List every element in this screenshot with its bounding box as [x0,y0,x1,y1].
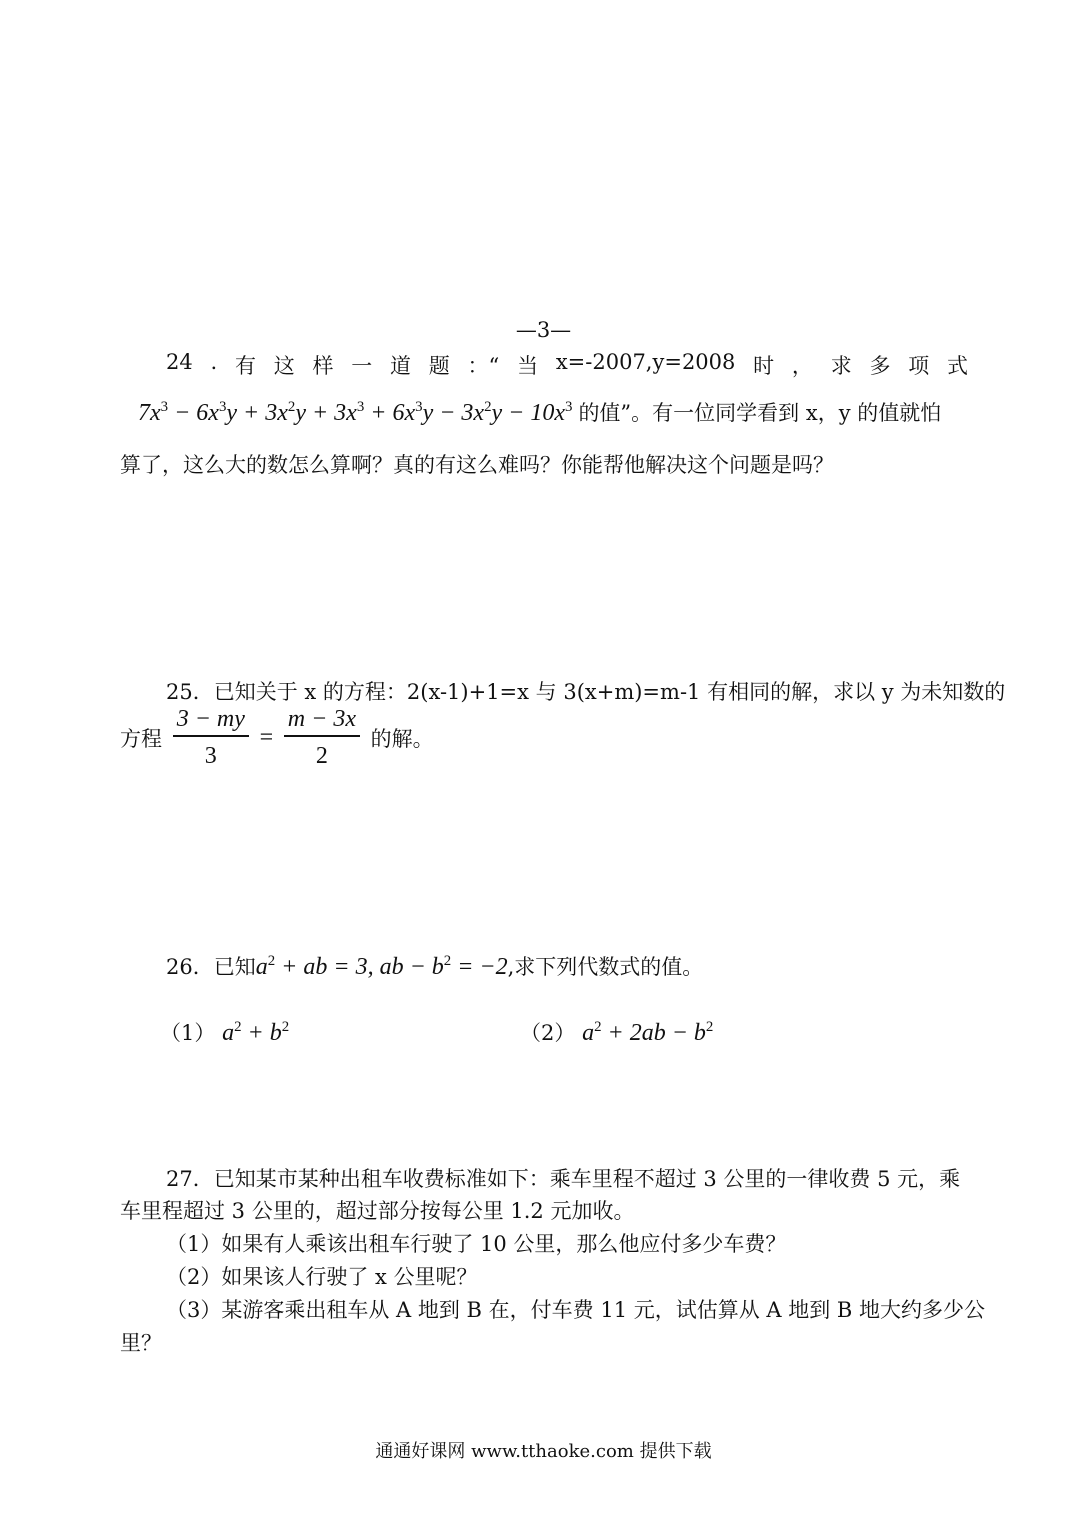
q24-line1-token: 项 [908,354,930,378]
q25-equation-line [120,706,434,770]
q24-line3: 算了，这么大的数怎么算啊？真的有这么难吗？你能帮他解决这个问题是吗？ [120,453,834,477]
q25-equals: = [259,724,274,751]
q25-fraction-left-numerator: 3 − my [173,706,249,737]
q25-prefix: 方程 [120,727,162,751]
q27-sub1: （1）如果有人乘该出租车行驶了 10 公里，那么他应付多少车费？ [166,1232,787,1256]
q24-line1-token: 求 [830,354,852,378]
q26-suffix: ,求下列代数式的值。 [507,955,704,979]
page-number: —3— [515,318,572,342]
q26-part1 [160,1017,289,1047]
q24-line1-token: ：“ [467,354,500,378]
q26-line [166,951,703,981]
q27-sub3-cont: 里？ [120,1331,162,1355]
q25-suffix: 的解。 [370,727,434,751]
footer-credit: 通通好课网 www.tthaoke.com 提供下载 [375,1441,712,1462]
q26-conditions: $a^2$ + ab = 3, ab − $b^2 = -2$ [255,952,508,980]
q24-polynomial-line [138,397,941,427]
q24-line1 [166,350,968,380]
q24-line1-token: 式 [946,354,968,378]
q24-line1-token: 题 [428,354,450,378]
q24-line1-token: 这 [273,354,295,378]
q24-line1-token: ， [791,354,813,378]
q24-line1-token: . [210,350,218,374]
q24-line1-token: 当 [517,354,539,378]
q26-part2 [520,1017,713,1047]
q27-line2: 车里程超过 3 公里的，超过部分按每公里 1.2 元加收。 [120,1199,635,1223]
q26-part1-expression: $a^2 + b^2$ [222,1018,290,1046]
q25-fraction-left-denominator: 3 [204,743,217,769]
q25-fraction-right-denominator: 2 [315,743,328,769]
q25-fraction-right-numerator: m − 3x [284,706,360,737]
q24-line1-token: 样 [312,354,334,378]
q24-polynomial: $7x^3 - 6x^3y + 3x^2y + 3x^3 + 6x^3y - 3x^2y - 10x^3$ [138,398,573,426]
q24-line1-token: 道 [390,354,412,378]
q26-prefix: 26．已知 [166,955,256,979]
q25-line1: 25．已知关于 x 的方程：2(x-1)+1=x 与 3(x+m)=m-1 有相同的解，求以 y 为未知数的 [166,680,1006,704]
q27-line1: 27．已知某市某种出租车收费标准如下：乘车里程不超过 3 公里的一律收费 5 元，乘 [166,1167,961,1191]
q24-line1-token: 24 [166,350,193,374]
q26-part2-label: （2） [520,1021,576,1045]
q24-line1-token: 多 [869,354,891,378]
q25-fraction-left [173,706,249,770]
q27-sub3: （3）某游客乘出租车从 A 地到 B 在，付车费 11 元，试估算从 A 地到 B 地大约多少公 [166,1298,986,1322]
q24-line1-token: 一 [351,354,373,378]
q25-fraction-right [284,706,360,770]
q24-line1-token: 时 [753,354,775,378]
q27-sub2: （2）如果该人行驶了 x 公里呢？ [166,1265,478,1289]
q26-part1-label: （1） [160,1021,216,1045]
q24-line1-token: 有 [234,354,256,378]
q24-line2-tail: 的值”。有一位同学看到 x，y 的值就怕 [578,401,942,425]
q26-part2-expression: $a^2 + 2ab - b^2$ [582,1018,714,1046]
q24-line1-token: x=-2007,y=2008 [555,350,736,374]
